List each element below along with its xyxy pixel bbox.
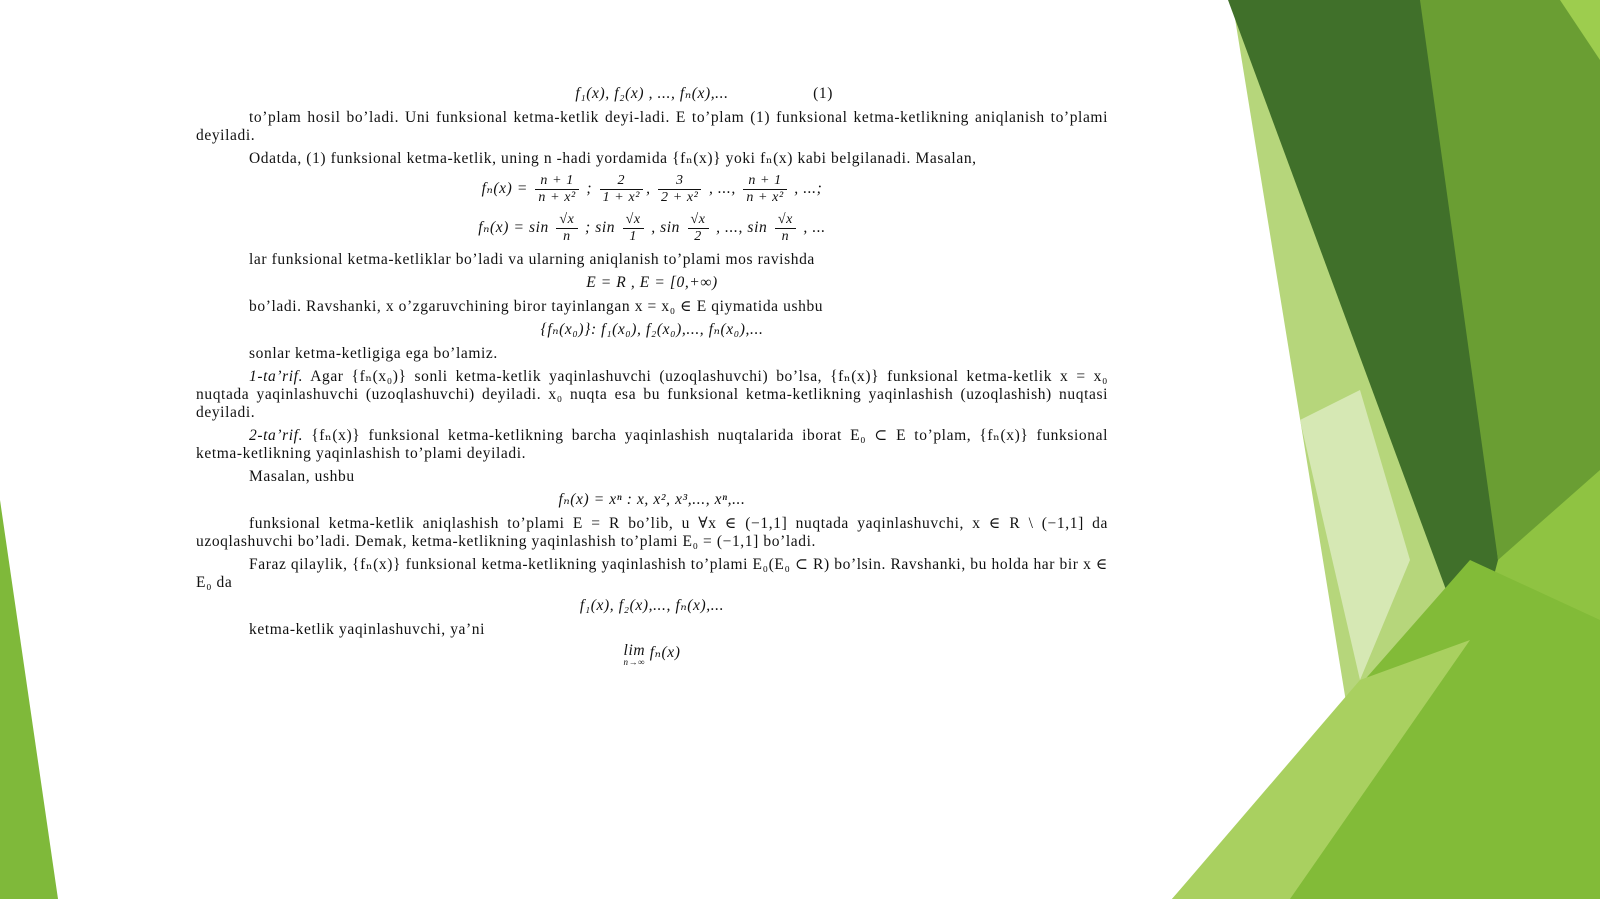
fraction-denominator: n (781, 229, 790, 244)
fraction-denominator: 1 + x² (602, 190, 641, 205)
fraction-numerator: √x (688, 212, 709, 229)
equation-2-dots: , ..., (708, 180, 736, 198)
document-text (196, 82, 1108, 673)
definition-1-text: Agar {fₙ(x₀)} sonli ketma-ketlik yaqinlashuvchi (uzoqlashuvchi) bo’lsa, {fₙ(x)} funksional ketma-ketlik x = x₀ nuqtada yaqinlashuvchi (uzoqlashuvchi) deyiladi. x₀ nuqta esa bu funksional ketma-ketlikning yaqinlashish (uzoqlashish) nuqtasi deyiladi. (196, 368, 1108, 421)
fraction-denominator: 2 (694, 229, 702, 244)
left-green-shape (0, 500, 58, 899)
equation-3-end: , ... (803, 219, 826, 237)
fraction (556, 212, 577, 245)
paragraph-7: funksional ketma-ketlik aniqlashish to’plami E = R bo’lib, u ∀x ∈ (−1,1] nuqtada yaqinlashuvchi, x ∈ R \ (−1,1] da uzoqlashuvchi bo’ladi. Demak, ketma-ketlikning yaqinlashish to’plami E₀ = (−1,1] bo’ladi. (196, 515, 1108, 550)
fraction (688, 212, 709, 245)
limit-function: fₙ(x) (649, 644, 681, 661)
equation-4: E = R , E = [0,+∞) (586, 274, 718, 291)
definition-2-text: {fₙ(x)} funksional ketma-ketlikning barcha yaqinlashish nuqtalarida iborat E₀ ⊂ E to’plam, {fₙ(x)} funksional ketma-ketlikning yaqinlashish to’plami deyiladi. (196, 427, 1108, 462)
fraction (600, 173, 643, 206)
equation-2-lhs: fₙ(x) = (481, 180, 528, 198)
equation-6: fₙ(x) = xⁿ : x, x², x³,..., xⁿ,... (558, 491, 746, 508)
equation-3-lhs: fₙ(x) = sin (478, 219, 549, 237)
equation-2-separator: ; (586, 180, 593, 198)
fraction-numerator: √x (775, 212, 796, 229)
equation-3-sin: , sin (651, 219, 681, 237)
fraction-denominator: 1 (629, 229, 637, 244)
equation-1 (196, 85, 1108, 103)
fraction-denominator: 2 + x² (661, 190, 699, 205)
limit-word: lim (623, 642, 646, 659)
fraction-numerator: n + 1 (535, 173, 578, 190)
equation-2: fₙ(x) = $\frac{n + 1}{\text{n + x²}}$ ; $\frac{2}{\text{1 + x²}}$ , $\frac{3}{\text{2 + x²}}$ , ..., $\frac{n + 1}{\text{n + x²}}$ , ...; (481, 173, 823, 205)
fraction-denominator: n + x² (538, 190, 576, 205)
fraction-numerator: n + 1 (743, 173, 786, 190)
fraction-denominator: n (563, 229, 571, 244)
fraction-numerator: 3 (658, 173, 701, 190)
fraction (743, 173, 786, 206)
paragraph-4: bo’ladi. Ravshanki, x o’zgaruvchining biror tayinlangan x = x₀ ∈ E qiymatida ushbu (249, 298, 824, 315)
limit-subscript: n→∞ (623, 657, 646, 667)
paragraph-9: ketma-ketlik yaqinlashuvchi, ya’ni (249, 621, 486, 638)
paragraph-2: Odatda, (1) funksional ketma-ketlik, uning n -hadi yordamida {fₙ(x)} yoki fₙ(x) kabi belgilanadi. Masalan, (249, 150, 977, 167)
equation-3-sin: , ..., sin (716, 219, 768, 237)
paragraph-3: lar funksional ketma-ketliklar bo’ladi va ularning aniqlanish to’plami mos ravishda (249, 251, 815, 268)
fraction (775, 212, 796, 245)
definition-2-label: 2-ta’rif. (249, 427, 304, 444)
fraction (535, 173, 578, 206)
equation-1-body: f₁(x), f₂(x) , ..., fₙ(x),... (575, 85, 729, 102)
fraction-numerator: √x (556, 212, 577, 229)
fraction-numerator: 2 (600, 173, 643, 190)
equation-1-number: (1) (813, 85, 833, 102)
paragraph-1: to’plam hosil bo’ladi. Uni funksional ketma-ketlik deyi-ladi. E to’plam (1) funksional ketma-ketlikning aniqlanish to’plami deyiladi. (196, 109, 1108, 144)
equation-7: f₁(x), f₂(x),..., fₙ(x),... (579, 597, 725, 614)
definition-1 (196, 368, 1108, 422)
definition-1-label: 1-ta’rif. (249, 368, 304, 385)
paragraph-6: Masalan, ushbu (249, 468, 355, 485)
equation-2-end: , ...; (794, 180, 823, 198)
equation-3-separator: ; sin (584, 219, 616, 237)
fraction (658, 173, 701, 206)
definition-2 (196, 427, 1108, 463)
equation-8 (196, 644, 1108, 667)
paragraph-5: sonlar ketma-ketligiga ega bo’lamiz. (249, 345, 498, 362)
fraction (623, 212, 644, 245)
paragraph-8: Faraz qilaylik, {fₙ(x)} funksional ketma-ketlikning yaqinlashish to’plami E₀(E₀ ⊂ R) bo’lsin. Ravshanki, bu holda har bir x ∈ E₀ da (196, 556, 1108, 591)
limit (624, 644, 646, 667)
fraction-numerator: √x (623, 212, 644, 229)
equation-3 (196, 212, 1108, 245)
fraction-denominator: n + x² (746, 190, 784, 205)
equation-5: {fₙ(x₀)}: f₁(x₀), f₂(x₀),..., fₙ(x₀),... (540, 321, 764, 338)
